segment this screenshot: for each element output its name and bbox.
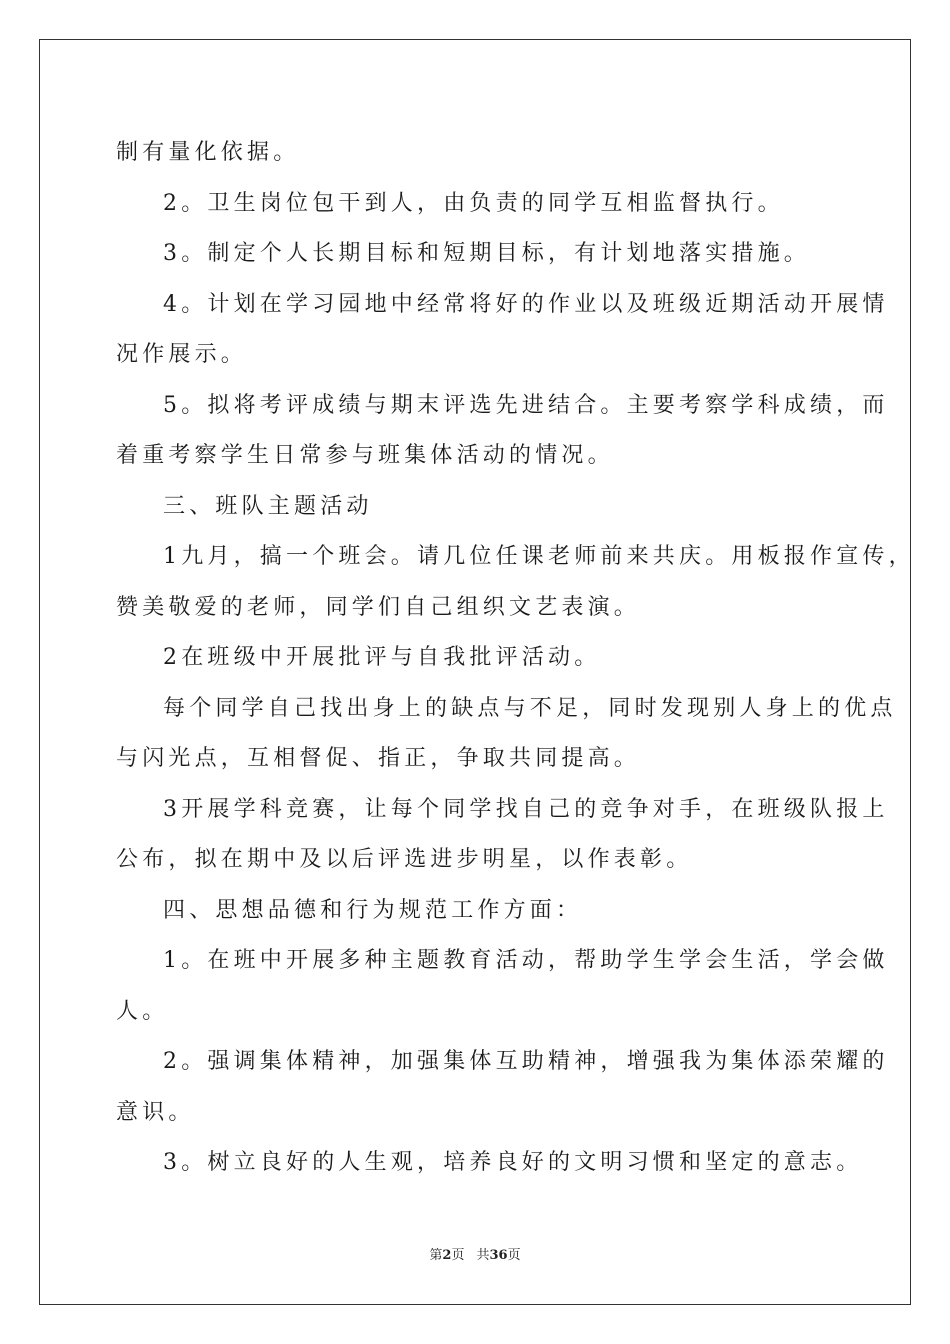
text-line: 着重考察学生日常参与班集体活动的情况。 [116,443,614,468]
text-line: 4。计划在学习园地中经常将好的作业以及班级近期活动开展情 [163,291,889,317]
text-line: 人。 [116,998,169,1024]
text-line: 与闪光点，互相督促、指正，争取共同提高。 [116,746,641,771]
text-line: 1。在班中开展多种主题教育活动，帮助学生学会生活，学会做 [163,948,889,973]
text-line: 况作展示。 [116,342,248,367]
section-heading: 四、思想品德和行为规范工作方面： [163,897,583,923]
text-line: 制有量化依据。 [116,140,300,165]
page-number: 2 [442,1248,452,1263]
total-suffix: 页 [507,1248,521,1263]
text-line: 2。卫生岗位包干到人，由负责的同学互相监督执行。 [163,190,784,216]
text-line: 2。强调集体精神，加强集体互助精神，增强我为集体添荣耀的 [163,1049,889,1074]
text-line: 5。拟将考评成绩与期末评选先进结合。主要考察学科成绩，而 [163,392,889,418]
document-body [116,128,915,1189]
page-footer [0,1244,950,1263]
text-line: 3。树立良好的人生观，培养良好的文明习惯和坚定的意志。 [163,1150,863,1175]
text-line: 3开展学科竞赛，让每个同学找自己的竞争对手，在班级队报上 [163,796,889,822]
text-line: 赞美敬爱的老师，同学们自己组织文艺表演。 [116,594,641,620]
text-line: 3。制定个人长期目标和短期目标，有计划地落实措施。 [163,241,810,266]
text-line: 2在班级中开展批评与自我批评活动。 [163,645,601,670]
text-line: 1九月，搞一个班会。请几位任课老师前来共庆。用板报作宣传， [163,544,915,569]
section-heading: 三、班队主题活动 [163,493,373,519]
text-line: 意识。 [116,1099,195,1125]
text-line: 每个同学自己找出身上的缺点与不足，同时发现别人身上的优点 [163,695,897,721]
total-prefix: 共 [476,1248,490,1263]
page-suffix: 页 [451,1248,465,1263]
total-pages: 36 [489,1248,508,1263]
text-line: 公布，拟在期中及以后评选进步明星，以作表彰。 [116,847,693,872]
page-prefix: 第 [429,1248,443,1263]
